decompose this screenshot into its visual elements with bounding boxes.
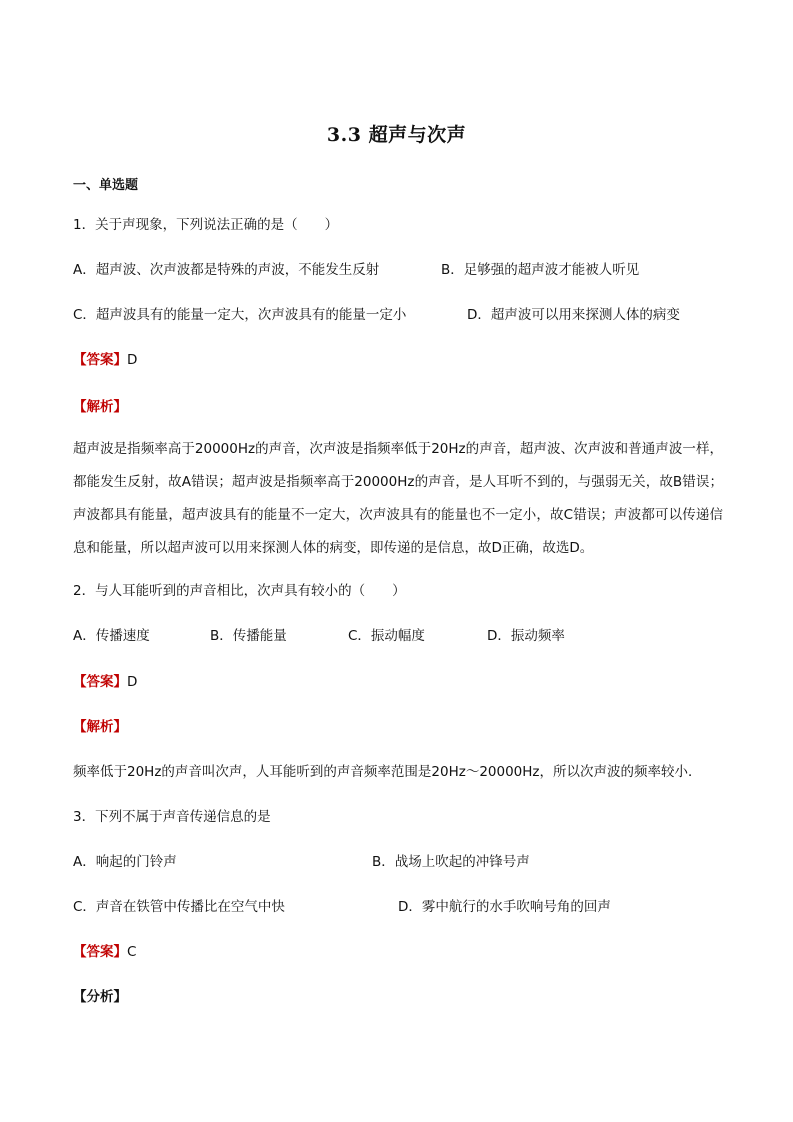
page-title: 3.3 超声与次声 — [326, 124, 467, 146]
answer-value: D — [127, 352, 138, 368]
question-2-stem: 2．与人耳能听到的声音相比，次声具有较小的（ ） — [73, 583, 406, 599]
question-1-option-d: D．超声波可以用来探测人体的病变 — [467, 307, 680, 323]
question-2-analysis: 频率低于20Hz的声音叫次声，人耳能听到的声音频率范围是20Hz～20000Hz，所以次声波的频率较小． — [73, 764, 702, 780]
analysis-label: 【解析】 — [73, 719, 127, 735]
question-1-option-c: C．超声波具有的能量一定大，次声波具有的能量一定小 — [73, 307, 407, 323]
question-3-option-d: D．雾中航行的水手吹响号角的回声 — [398, 899, 611, 915]
question-1-option-b: B．足够强的超声波才能被人听见 — [441, 262, 640, 278]
question-3-option-c: C．声音在铁管中传播比在空气中快 — [73, 899, 285, 915]
question-1-option-a: A．超声波、次声波都是特殊的声波，不能发生反射 — [73, 262, 380, 278]
question-1-answer — [73, 350, 137, 370]
answer-label: 【答案】 — [73, 944, 127, 960]
question-2-option-d: D．振动频率 — [487, 628, 565, 644]
question-3-stem: 3．下列不属于声音传递信息的是 — [73, 809, 271, 825]
answer-label: 【答案】 — [73, 674, 127, 690]
question-1-stem: 1．关于声现象，下列说法正确的是（ ） — [73, 217, 339, 233]
answer-label: 【答案】 — [73, 352, 127, 368]
question-3-option-b: B．战场上吹起的冲锋号声 — [372, 854, 530, 870]
question-2-option-b: B．传播能量 — [210, 628, 287, 644]
question-2-analysis-label — [73, 717, 127, 737]
question-2-option-a: A．传播速度 — [73, 628, 150, 644]
question-2-answer — [73, 672, 137, 692]
question-3-option-a: A．响起的门铃声 — [73, 854, 177, 870]
analysis-label: 【解析】 — [73, 399, 127, 415]
question-1-analysis-label — [73, 397, 127, 417]
question-2-option-c: C．振动幅度 — [348, 628, 425, 644]
question-1-analysis: 超声波是指频率高于20000Hz的声音，次声波是指频率低于20Hz的声音，超声波、次声波和普通声波一样，都能发生反射，故A错误；超声波是指频率高于20000Hz的声音，是人耳听不到的，与强弱无关，故B错误；声波都具有能量，超声波具有的能量不一定大，次声波具有的能量也不一定小，故C错误；声波都可以传递信息和能量，所以超声波可以用来探测人体的病变，即传递的是信息，故D正确，故选D。 — [73, 441, 723, 556]
section-heading: 一、单选题 — [73, 178, 139, 193]
answer-value: C — [127, 944, 137, 960]
question-3-fenxi-label: 【分析】 — [73, 989, 127, 1005]
answer-value: D — [127, 674, 138, 690]
question-3-answer — [73, 942, 136, 962]
